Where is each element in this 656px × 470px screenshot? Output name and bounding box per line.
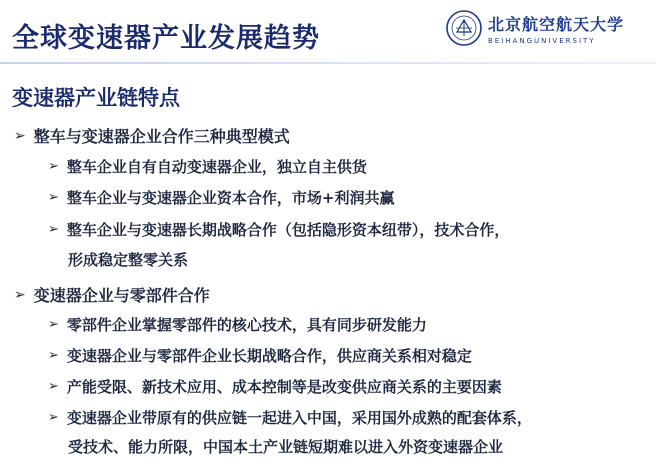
bullet-text: 变速器企业带原有的供应链一起进入中国，采用国外成熟的配套体系， — [66, 409, 532, 427]
section-subtitle: 变速器产业链特点 — [12, 86, 180, 110]
bullet-text: 变速器企业与零部件合作 — [33, 286, 210, 305]
bullet-text: 产能受限、新技术应用、成本控制等是改变供应商关系的主要因素 — [66, 378, 502, 396]
bullet-level2-b1-3 — [48, 219, 509, 240]
bullet-arrow-icon: ➢ — [48, 190, 59, 205]
bullet-arrow-icon: ➢ — [48, 379, 59, 394]
university-name-en: BEIHANGUNIVERSITY — [488, 36, 596, 45]
bullet-text: 变速器企业与零部件企业长期战略合作，供应商关系相对稳定 — [66, 347, 472, 365]
header-divider — [0, 62, 656, 64]
slide-title: 全球变速器产业发展趋势 — [12, 23, 320, 54]
bullet-level2-b2-4 — [48, 407, 532, 428]
bullet-continuation: 受技术、能力所限，中国本土产业链短期难以进入外资变速器企业 — [68, 438, 504, 456]
bullet-arrow-icon: ➢ — [48, 348, 59, 363]
bullet-level2-b2-1 — [48, 314, 427, 335]
bullet-level2-b1-2 — [48, 187, 394, 208]
bullet-text: 整车企业与变速器企业资本合作，市场+利润共赢 — [66, 189, 395, 207]
bullet-text: 整车与变速器企业合作三种典型模式 — [33, 127, 290, 146]
bullet-level2-b1-1 — [48, 156, 367, 177]
university-name-cn: 北京航空航天大学 — [488, 14, 625, 34]
university-seal-icon — [446, 10, 482, 46]
bullet-level2-b2-3 — [48, 376, 502, 397]
bullet-text: 整车企业与变速器长期战略合作（包括隐形资本纽带），技术合作， — [66, 221, 510, 239]
bullet-arrow-icon: ➢ — [48, 317, 59, 332]
bullet-arrow-icon: ➢ — [48, 159, 59, 174]
bullet-arrow-icon: ➢ — [48, 222, 59, 237]
bullet-text: 零部件企业掌握零部件的核心技术，具有同步研发能力 — [66, 316, 427, 334]
bullet-text: 整车企业自有自动变速器企业，独立自主供货 — [66, 158, 367, 176]
bullet-continuation: 形成稳定整零关系 — [68, 251, 189, 269]
bullet-level1-b2 — [14, 283, 210, 306]
bullet-arrow-icon: ➢ — [48, 410, 59, 425]
bullet-arrow-icon: ➢ — [14, 286, 26, 303]
university-logo — [446, 6, 646, 50]
bullet-arrow-icon: ➢ — [14, 127, 26, 144]
bullet-level1-b1 — [14, 124, 290, 147]
bullet-level2-b2-2 — [48, 345, 472, 366]
